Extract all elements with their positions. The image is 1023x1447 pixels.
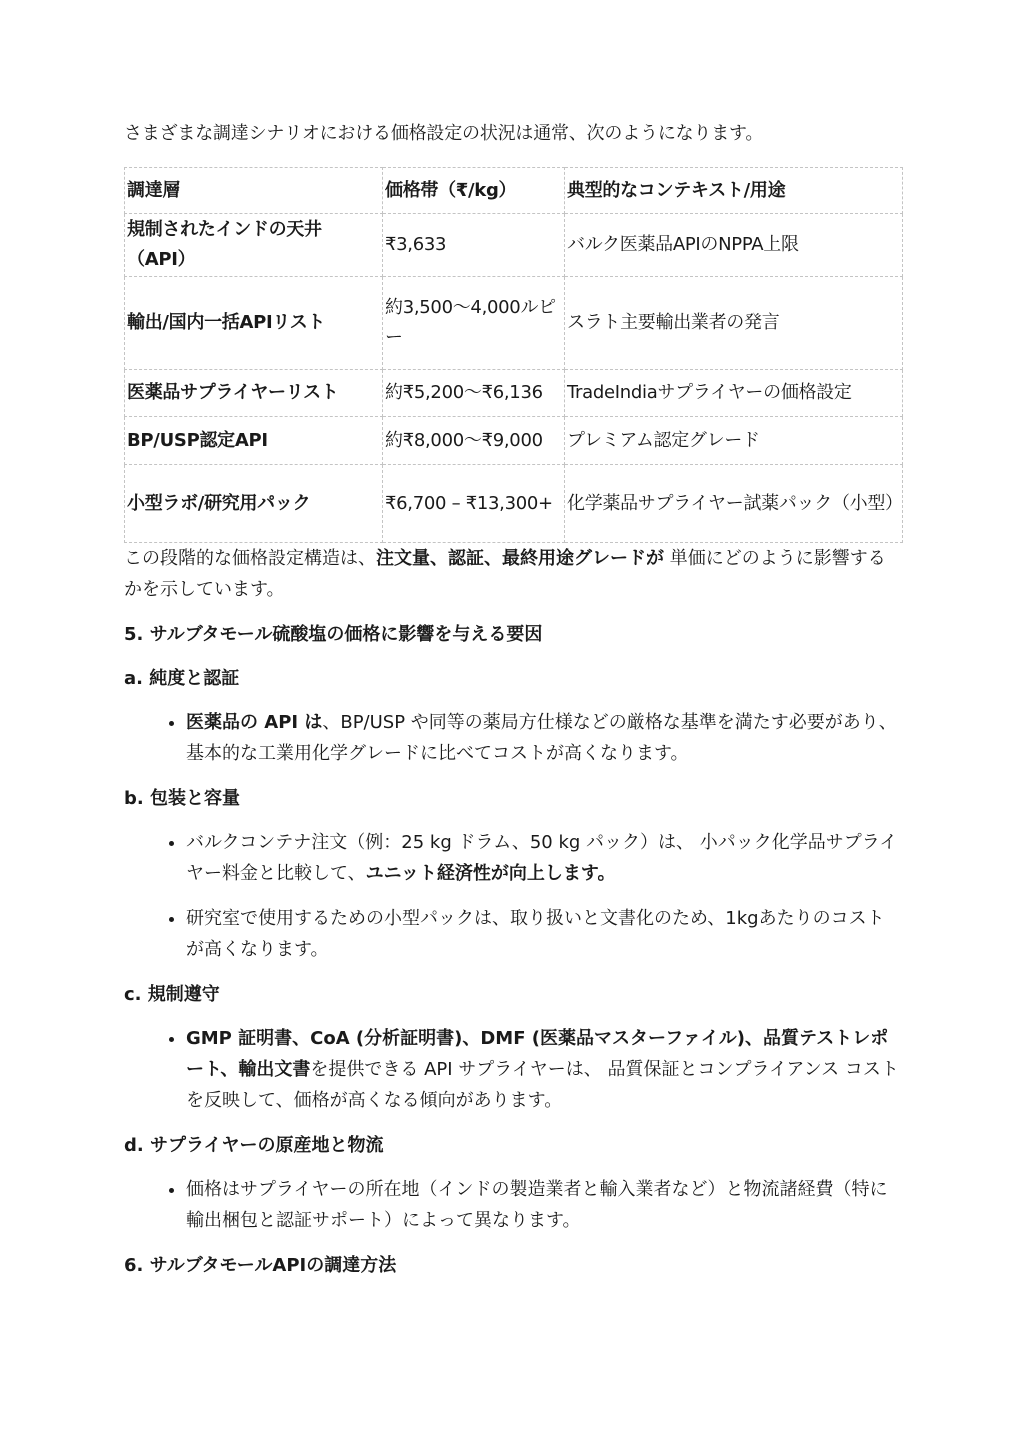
- subsection-a-list: [124, 707, 900, 769]
- table-row: [125, 277, 903, 370]
- document-page: [124, 118, 903, 1280]
- subsection-b-list: [124, 827, 900, 965]
- price-cell: 約₹5,200〜₹6,136: [383, 370, 565, 417]
- intro-paragraph: さまざまな調達シナリオにおける価格設定の状況は通常、次のようになります。: [124, 123, 764, 144]
- subsection-a-heading: a. 純度と認証: [124, 668, 240, 689]
- tier-cell: 医薬品サプライヤーリスト: [125, 370, 383, 417]
- context-cell: スラト主要輸出業者の発言: [565, 277, 903, 370]
- price-cell: ₹3,633: [383, 214, 565, 277]
- subsection-c-list: [124, 1023, 900, 1116]
- table-row: [125, 214, 903, 277]
- tier-cell: 規制されたインドの天井（API）: [125, 214, 383, 277]
- price-cell: ₹6,700 – ₹13,300+: [383, 465, 565, 543]
- context-cell: バルク医薬品APIのNPPA上限: [565, 214, 903, 277]
- subsection-b-heading: b. 包装と容量: [124, 788, 240, 809]
- table-row: [125, 465, 903, 543]
- table-header-row: [125, 168, 903, 214]
- list-item: • 医薬品の API は、BP/USP や同等の薬局方仕様などの厳格な基準を満たす必要があり、基本的な工業用化学グレードに比べてコストが高くなります。: [186, 707, 900, 769]
- pricing-table: [124, 167, 903, 543]
- context-cell: プレミアム認定グレード: [565, 417, 903, 465]
- price-cell: 約₹8,000〜₹9,000: [383, 417, 565, 465]
- table-row: [125, 417, 903, 465]
- subsection-c-heading: c. 規制遵守: [124, 984, 220, 1005]
- table-row: [125, 370, 903, 417]
- list-item: • バルクコンテナ注文（例：25 kg ドラム、50 kg パック）は、 小パック化学品サプライヤー料金と比較して、ユニット経済性が向上します。: [186, 827, 900, 889]
- context-cell: TradeIndiaサプライヤーの価格設定: [565, 370, 903, 417]
- tier-cell: 小型ラボ/研究用パック: [125, 465, 383, 543]
- list-item: • GMP 証明書、CoA (分析証明書)、DMF (医薬品マスターファイル)、品質テストレポート、輸出文書を提供できる API サプライヤーは、 品質保証とコンプライアンス コストを反映して、価格が高くなる傾向があります。: [186, 1023, 900, 1116]
- header-cell: 典型的なコンテキスト/用途: [565, 168, 903, 214]
- header-cell: 価格帯（₹/kg）: [383, 168, 565, 214]
- section-5-heading: 5. サルブタモール硫酸塩の価格に影響を与える要因: [124, 624, 543, 645]
- context-cell: 化学薬品サプライヤー試薬パック（小型）: [565, 465, 903, 543]
- list-item: • 研究室で使用するための小型パックは、取り扱いと文書化のため、1kgあたりのコストが高くなります。: [186, 903, 900, 965]
- price-cell: 約3,500〜4,000ルピー: [383, 277, 565, 370]
- subsection-d-heading: d. サプライヤーの原産地と物流: [124, 1135, 384, 1156]
- section-6-heading: 6. サルブタモールAPIの調達方法: [124, 1255, 397, 1276]
- tier-cell: 輸出/国内一括APIリスト: [125, 277, 383, 370]
- subsection-d-list: [124, 1174, 900, 1236]
- list-item: • 価格はサプライヤーの所在地（インドの製造業者と輸入業者など）と物流諸経費（特に輸出梱包と認証サポート）によって異なります。: [186, 1174, 900, 1236]
- header-cell: 調達層: [125, 168, 383, 214]
- summary-paragraph: この段階的な価格設定構造は、注文量、認証、最終用途グレードが 単価にどのように影響するかを示しています。: [124, 548, 886, 600]
- tier-cell: BP/USP認定API: [125, 417, 383, 465]
